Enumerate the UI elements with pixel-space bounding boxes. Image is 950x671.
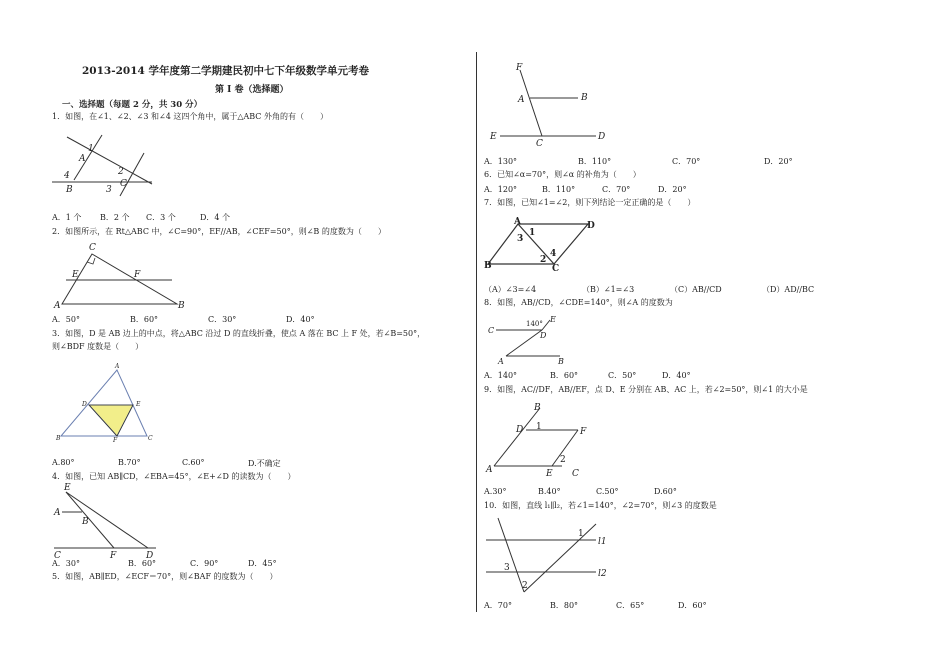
q10-label-2: 2 xyxy=(522,581,528,591)
q4-label-B: B xyxy=(82,517,89,527)
q10-label-l2: l2 xyxy=(598,569,607,579)
q6-option-b[interactable]: B．110° xyxy=(542,185,576,194)
q9-label-C: C xyxy=(572,469,579,479)
q6-option-c[interactable]: C．70° xyxy=(602,185,631,194)
q10-label-1: 1 xyxy=(578,529,584,539)
q4-option-d[interactable]: D．45° xyxy=(248,559,277,568)
q6-option-a[interactable]: A．120° xyxy=(484,185,518,194)
q1-option-d[interactable]: D．4 个 xyxy=(200,213,231,222)
exam-title: 2013-2014 学年度第二学期建民初中七下年级数学单元考卷 xyxy=(82,65,369,77)
q3-option-b[interactable]: B.70° xyxy=(118,458,141,467)
q4-label-C: C xyxy=(54,551,61,561)
q2-option-a[interactable]: A．50° xyxy=(52,315,80,324)
q6-option-d[interactable]: D．20° xyxy=(658,185,687,194)
q7-label-2: 2 xyxy=(540,255,547,265)
q9-label-B: B xyxy=(534,403,541,413)
q3-label-E: E xyxy=(136,401,141,408)
q4-option-a[interactable]: A．30° xyxy=(52,559,80,568)
q9-option-d[interactable]: D.60° xyxy=(654,487,677,496)
q7-option-a[interactable]: （A）∠3=∠4 xyxy=(484,285,537,294)
q2-stem: 2．如图所示，在 Rt△ABC 中，∠C=90°，EF//AB，∠CEF=50°，则∠B 的度数为（ ） xyxy=(52,227,386,236)
q9-label-D: D xyxy=(516,425,524,435)
q8-figure xyxy=(486,314,586,366)
q1-stem: 1．如图，在∠1、∠2、∠3 和∠4 这四个角中，属于△ABC 外角的有（ ） xyxy=(52,112,328,121)
q10-stem: 10．如图，直线 l₁∥l₂，若∠1=140°，∠2=70°，则∠3 的度数是 xyxy=(484,501,717,510)
q2-label-E: E xyxy=(72,270,79,280)
q2-option-d[interactable]: D．40° xyxy=(286,315,315,324)
q7-label-B: B xyxy=(484,261,492,271)
q1-option-a[interactable]: A．1 个 xyxy=(52,213,82,222)
q2-label-C: C xyxy=(89,243,96,253)
q7-label-D: D xyxy=(587,221,595,231)
q7-label-1: 1 xyxy=(529,228,536,238)
q5-label-F: F xyxy=(516,63,523,73)
q4-label-A: A xyxy=(54,508,61,518)
q10-figure xyxy=(484,516,634,596)
q5-figure xyxy=(488,60,618,150)
q4-option-c[interactable]: C．90° xyxy=(190,559,219,568)
q3-label-F: F xyxy=(113,437,118,444)
q8-option-c[interactable]: C．50° xyxy=(608,371,637,380)
q9-label-E: E xyxy=(546,469,553,479)
q10-label-3: 3 xyxy=(504,563,510,573)
q1-label-3: 3 xyxy=(106,185,112,195)
q9-label-F: F xyxy=(580,427,587,437)
q7-option-c[interactable]: （C）AB//CD xyxy=(670,285,722,294)
q7-option-b[interactable]: （B）∠1=∠3 xyxy=(582,285,635,294)
q2-option-b[interactable]: B．60° xyxy=(130,315,159,324)
q7-figure xyxy=(484,216,594,274)
q5-label-A: A xyxy=(518,95,525,105)
q1-figure xyxy=(52,130,162,198)
q4-stem: 4．如图，已知 AB∥CD，∠EBA=45°，∠E+∠D 的读数为（ ） xyxy=(52,472,296,481)
q5-label-D: D xyxy=(598,132,606,142)
q7-stem: 7．如图，已知∠1=∠2，则下列结论一定正确的是（ ） xyxy=(484,198,696,207)
q1-option-c[interactable]: C．3 个 xyxy=(146,213,176,222)
q10-option-d[interactable]: D．60° xyxy=(678,601,707,610)
q9-label-A: A xyxy=(486,465,493,475)
q5-stem: 5．如图，AB∥ED，∠ECF＝70°，则∠BAF 的度数为（ ） xyxy=(52,572,278,581)
q7-label-4: 4 xyxy=(550,249,557,259)
column-divider xyxy=(476,52,477,612)
q3-stem-line2: 则∠BDF 度数是（ ） xyxy=(52,342,144,351)
q4-label-F: F xyxy=(110,551,117,561)
q8-option-a[interactable]: A．140° xyxy=(484,371,518,380)
q5-label-C: C xyxy=(536,139,543,149)
q4-label-E: E xyxy=(64,483,71,493)
q10-label-l1: l1 xyxy=(598,537,607,547)
q8-label-A: A xyxy=(498,357,504,366)
q1-label-4: 4 xyxy=(64,171,70,181)
q10-option-a[interactable]: A．70° xyxy=(484,601,512,610)
q8-label-B: B xyxy=(558,357,564,366)
q1-label-2: 2 xyxy=(118,167,124,177)
q4-label-D: D xyxy=(146,551,154,561)
q3-label-D: D xyxy=(82,401,87,408)
q5-option-a[interactable]: A．130° xyxy=(484,157,518,166)
q8-option-d[interactable]: D．40° xyxy=(662,371,691,380)
q9-label-1: 1 xyxy=(536,422,542,432)
q9-figure xyxy=(486,400,596,480)
q7-option-d[interactable]: （D）AD//BC xyxy=(762,285,815,294)
q9-option-b[interactable]: B.40° xyxy=(538,487,561,496)
q2-option-c[interactable]: C．30° xyxy=(208,315,237,324)
q5-label-B: B xyxy=(581,93,588,103)
volume-title: 第 I 卷（选择题） xyxy=(215,85,289,95)
q2-figure xyxy=(52,240,192,310)
q7-label-3: 3 xyxy=(517,234,524,244)
q3-label-B: B xyxy=(56,435,61,442)
q9-option-a[interactable]: A.30° xyxy=(484,487,507,496)
q1-option-b[interactable]: B．2 个 xyxy=(100,213,130,222)
q3-label-A: A xyxy=(115,363,120,370)
q4-option-b[interactable]: B．60° xyxy=(128,559,157,568)
q1-label-1: 1 xyxy=(88,144,94,154)
q7-label-C: C xyxy=(552,264,560,274)
q3-figure xyxy=(55,362,165,446)
q3-option-c[interactable]: C.60° xyxy=(182,458,205,467)
q1-label-B: B xyxy=(66,185,73,195)
q7-label-A: A xyxy=(514,217,521,227)
q5-option-c[interactable]: C．70° xyxy=(672,157,701,166)
q2-label-B: B xyxy=(178,301,185,311)
q2-label-A: A xyxy=(54,301,61,311)
q8-label-140: 140° xyxy=(526,320,543,328)
section-heading: 一、选择题（每题 2 分，共 30 分） xyxy=(62,100,203,110)
q6-stem: 6．已知∠α=70°，则∠α 的补角为（ ） xyxy=(484,170,641,179)
q1-label-A: A xyxy=(79,154,86,164)
q3-stem-line1: 3．如图，D 是 AB 边上的中点，将△ABC 沿过 D 的直线折叠，使点 A 落在 BC 上 F 处，若∠B=50°， xyxy=(52,329,426,338)
q4-figure xyxy=(52,482,162,561)
q5-option-d[interactable]: D．20° xyxy=(764,157,793,166)
q10-option-b[interactable]: B．80° xyxy=(550,601,579,610)
q8-label-C: C xyxy=(488,326,495,335)
q5-option-b[interactable]: B．110° xyxy=(578,157,612,166)
q8-label-D: D xyxy=(540,331,547,340)
q8-label-E: E xyxy=(550,315,556,324)
q3-option-a[interactable]: A.80° xyxy=(52,458,75,467)
q2-label-F: F xyxy=(134,270,141,280)
q10-option-c[interactable]: C．65° xyxy=(616,601,645,610)
q1-label-C: C xyxy=(120,179,127,189)
q5-label-E: E xyxy=(490,132,497,142)
q8-stem: 8．如图，AB//CD，∠CDE=140°，则∠A 的度数为 xyxy=(484,298,673,307)
q8-option-b[interactable]: B．60° xyxy=(550,371,579,380)
q3-label-C: C xyxy=(148,435,153,442)
q3-option-d[interactable]: D.不确定 xyxy=(248,459,281,468)
q9-label-2: 2 xyxy=(560,455,566,465)
q9-stem: 9．如图，AC//DF，AB//EF，点 D、E 分别在 AB、AC 上，若∠2=50°，则∠1 的大小是 xyxy=(484,385,808,394)
q9-option-c[interactable]: C.50° xyxy=(596,487,619,496)
